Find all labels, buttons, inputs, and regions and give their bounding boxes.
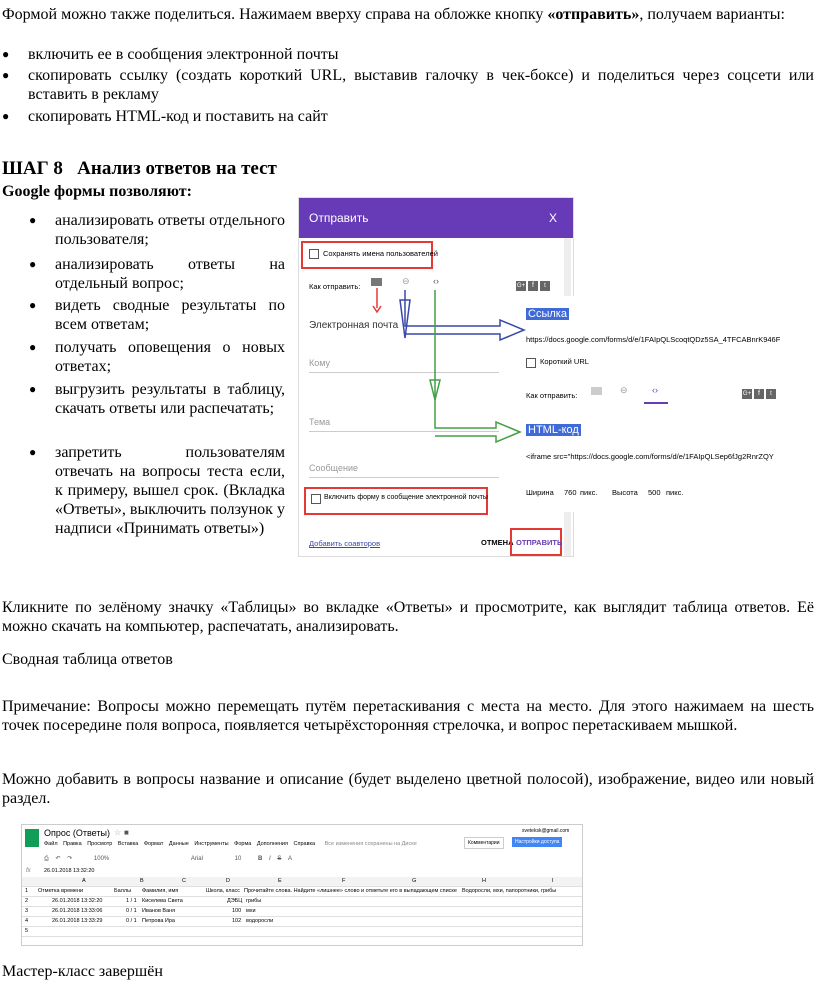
google-plus-icon[interactable]: G+	[742, 391, 752, 397]
step8-heading: ШАГ 8 Анализ ответов на тест	[2, 158, 277, 179]
bullet-text: запретить пользователям отвечать на вопросы теста если, к примеру, вышел срок. (Вкладка «Ответы», выключить ползунок у надписи «Принимать ответы»)	[55, 444, 285, 537]
twitter-icon[interactable]: t	[540, 281, 550, 291]
size-select[interactable]: 10	[234, 856, 242, 862]
bullet-icon: ●	[29, 298, 37, 312]
to-field[interactable]	[309, 358, 499, 373]
bullet-icon: ●	[29, 213, 37, 227]
height-label: Высота	[612, 488, 638, 497]
column-header[interactable]: G	[412, 878, 417, 884]
checkbox-icon[interactable]	[309, 249, 319, 259]
header-cell[interactable]: Водоросли, мхи, папоротники, грибы	[462, 888, 557, 894]
strike-icon[interactable]: S	[277, 856, 282, 862]
undo-icon[interactable]: ↶	[55, 856, 61, 862]
header-cell[interactable]: Прочитайте слова. Найдите «лишнее» слово и отметьте его в выпадающем списке	[244, 888, 457, 894]
cell[interactable]: 26.01.2018 13:32:20	[52, 898, 103, 904]
checkbox-icon[interactable]	[311, 494, 321, 504]
paragraph-tables: Кликните по зелёному значку «Таблицы» во вкладке «Ответы» и просмотрите, как выглядит таблица ответов. Её можно скачать на компьютер, распечатать, анализировать.	[2, 599, 814, 635]
cell[interactable]: мхи	[246, 908, 256, 914]
send-via-label: Как отправить:	[526, 391, 578, 400]
send-button[interactable]: ОТПРАВИТЬ	[516, 538, 563, 547]
fx-icon: fx	[26, 868, 31, 874]
step8-subheading	[2, 182, 192, 201]
step8-bullet-4	[29, 338, 285, 376]
save-names-label: Сохранять имена пользователей	[323, 249, 438, 258]
row-number[interactable]: 1	[25, 888, 29, 894]
subject-field[interactable]	[309, 417, 499, 432]
to-placeholder: Кому	[309, 358, 331, 368]
bullet-text: видеть сводные результаты по всем ответам;	[55, 297, 285, 333]
print-icon[interactable]: ⎙	[44, 856, 49, 862]
share-options-screenshot	[516, 296, 816, 512]
intro-text-end: , получаем варианты:	[639, 6, 785, 23]
add-collaborators-link[interactable]: Добавить соавторов	[309, 539, 381, 548]
message-field[interactable]	[309, 463, 499, 478]
menu-item[interactable]: Инструменты	[194, 841, 229, 847]
menu-item[interactable]: Правка	[63, 841, 82, 847]
step8-bullet-3	[29, 296, 285, 334]
bullet-text: анализировать ответы отдельного пользователя;	[55, 212, 285, 248]
checkbox-icon[interactable]	[526, 358, 536, 368]
width-input[interactable]: 760	[564, 488, 577, 497]
table-row	[22, 927, 582, 937]
toolbar	[44, 855, 579, 867]
dialog-title: Отправить	[309, 211, 369, 225]
google-plus-icon[interactable]: G+	[516, 283, 526, 289]
row-number[interactable]: 3	[25, 908, 29, 914]
bold-icon[interactable]: B	[257, 856, 263, 862]
cell[interactable]: ДЭБЦ	[227, 898, 243, 904]
column-header[interactable]: A	[82, 878, 86, 884]
step8-bullet-1	[29, 211, 285, 249]
column-header[interactable]: F	[342, 878, 346, 884]
menu-item[interactable]: Дополнения	[256, 841, 288, 847]
spreadsheet-screenshot	[22, 825, 582, 945]
comments-button[interactable]: Комментарии	[464, 837, 504, 849]
paragraph-note: Примечание: Вопросы можно перемещать путём перетаскивания с места на место. Для этого нажимаем на шесть точек посередине поля вопроса, появляется четырёхсторонняя стрелочка, и вопрос перетаскиваем мышкой.	[2, 698, 814, 734]
height-input[interactable]: 500	[648, 488, 661, 497]
text-color-icon[interactable]: A	[288, 856, 293, 862]
menu-item[interactable]: Просмотр	[87, 841, 113, 847]
width-label: Ширина	[526, 488, 554, 497]
menu-item[interactable]: Данные	[168, 841, 189, 847]
cell[interactable]: грибы	[246, 898, 262, 904]
menu-item[interactable]: Вставка	[117, 841, 139, 847]
header-cell[interactable]: Отметка времени	[38, 888, 84, 894]
link-label: Ссылка	[528, 308, 567, 320]
paragraph-add: Можно добавить в вопросы название и описание (будет выделено цветной полосой), изображение, видео или новый раздел.	[2, 771, 814, 807]
height-unit: пикс.	[666, 488, 684, 497]
menu-bar	[44, 841, 417, 847]
column-header[interactable]: B	[140, 878, 144, 884]
subheading-text: Google формы позволяют:	[2, 183, 192, 200]
row-number[interactable]: 4	[25, 918, 29, 924]
saved-status: Все изменения сохранены на Диске	[324, 841, 417, 847]
menu-item[interactable]: Справка	[293, 841, 316, 847]
column-header[interactable]: I	[552, 878, 554, 884]
email-icon[interactable]	[371, 278, 382, 286]
zoom-select[interactable]: 100%	[93, 856, 110, 862]
final-line: Мастер-класс завершён	[2, 963, 163, 980]
header-cell[interactable]: Баллы	[114, 888, 132, 894]
bullet-text: получать оповещения о новых ответах;	[55, 339, 285, 375]
table-row	[22, 907, 582, 917]
step8-bullet-2	[29, 255, 285, 293]
bullet-icon: ●	[2, 47, 10, 61]
link-icon[interactable]: ⊖	[620, 385, 628, 395]
cell[interactable]: 26.01.2018 13:33:29	[52, 918, 103, 924]
bullet-icon: ●	[29, 340, 37, 354]
row-number[interactable]: 5	[25, 928, 29, 934]
intro-text: Формой можно также поделиться. Нажимаем вверху справа на обложке кнопку	[2, 6, 548, 23]
header-cell[interactable]: Фамилия, имя	[142, 888, 179, 894]
header-cell[interactable]: Школа, класс	[206, 888, 241, 894]
menu-item[interactable]: Файл	[44, 841, 58, 847]
link-icon[interactable]: ⊖	[402, 276, 410, 286]
intro-bullet-1	[2, 45, 814, 64]
star-icon[interactable]: ☆	[114, 828, 122, 837]
formula-value[interactable]: 26.01.2018 13:32:20	[44, 868, 95, 874]
bullet-icon: ●	[29, 445, 37, 459]
html-code-label: HTML-код	[528, 424, 579, 436]
width-unit: пикс.	[580, 488, 598, 497]
cell[interactable]: 1 / 1	[126, 898, 137, 904]
font-select[interactable]: Arial	[190, 856, 203, 862]
paragraph-summary: Сводная таблица ответов	[2, 651, 173, 668]
cell[interactable]: 0 / 1	[126, 908, 137, 914]
column-header[interactable]: H	[482, 878, 486, 884]
redo-icon[interactable]: ↷	[67, 856, 73, 862]
message-placeholder: Сообщение	[309, 463, 358, 473]
user-email: sveteksk@gmail.com	[522, 828, 570, 834]
sheet-title: Опрос (Ответы)	[44, 828, 110, 838]
sheets-logo-icon[interactable]	[25, 829, 39, 847]
cell[interactable]: водоросли	[246, 918, 274, 924]
facebook-icon[interactable]: f	[754, 389, 764, 399]
bullet-text: включить ее в сообщения электронной почты	[28, 46, 339, 63]
twitter-icon[interactable]: t	[766, 389, 776, 399]
bullet-text: анализировать ответы на отдельный вопрос;	[55, 256, 285, 292]
cell[interactable]: 26.01.2018 13:33:06	[52, 908, 103, 914]
share-button[interactable]: Настройки доступа	[512, 837, 562, 847]
step8-bullet-5	[29, 380, 285, 418]
bullet-icon: ●	[29, 257, 37, 271]
intro-bold: «отправить»	[547, 6, 640, 23]
bullet-icon: ●	[2, 68, 10, 82]
iframe-code[interactable]: <iframe src="https://docs.google.com/forms/d/e/1FAIpQLSep6fJg2RnrZQY	[526, 452, 774, 461]
subject-placeholder: Тема	[309, 417, 331, 427]
bullet-text: скопировать ссылку (создать короткий URL, выставив галочку в чек-боксе) и поделиться через соцсети или вставить в рекламу	[28, 67, 814, 103]
cell[interactable]: Киселева Света	[142, 898, 183, 904]
intro-bullet-3	[2, 107, 814, 126]
email-title: Электронная почта	[309, 320, 399, 331]
send-via-label: Как отправить:	[309, 282, 361, 291]
bullet-text: выгрузить результаты в таблицу, скачать ответы или распечатать;	[55, 381, 285, 417]
column-header[interactable]: D	[226, 878, 230, 884]
code-icon[interactable]: ‹›	[433, 276, 439, 286]
bullet-text: скопировать HTML-код и поставить на сайт	[28, 108, 328, 125]
cell[interactable]: 100	[232, 908, 242, 914]
menu-item[interactable]: Формат	[143, 841, 164, 847]
row-number[interactable]: 2	[25, 898, 29, 904]
cell[interactable]: Петрова Ира	[142, 918, 175, 924]
table-row	[22, 917, 582, 927]
dialog-header	[299, 198, 573, 238]
include-form-highlight	[304, 487, 488, 515]
cancel-button[interactable]: ОТМЕНА	[481, 538, 514, 547]
email-icon[interactable]	[591, 387, 602, 395]
column-header-row	[22, 877, 582, 887]
folder-icon[interactable]: ■	[124, 828, 129, 837]
code-icon[interactable]: ‹›	[652, 385, 658, 395]
facebook-icon[interactable]: f	[528, 281, 538, 291]
close-icon[interactable]: X	[549, 211, 558, 225]
bullet-icon: ●	[29, 382, 37, 396]
active-tab-underline	[644, 402, 668, 404]
step8-bullet-6	[29, 443, 285, 538]
intro-bullet-2	[2, 66, 814, 104]
menu-item[interactable]: Форма	[234, 841, 252, 847]
short-url-label: Короткий URL	[540, 357, 589, 366]
cell[interactable]: Иванов Ваня	[142, 908, 176, 914]
table-row	[22, 897, 582, 907]
cell[interactable]: 102	[232, 918, 242, 924]
column-header[interactable]: E	[278, 878, 282, 884]
include-form-label: Включить форму в сообщение электронной почты	[324, 494, 488, 501]
link-url[interactable]: https://docs.google.com/forms/d/e/1FAIpQLScoqtQDz5SA_4TFCABnrK946F	[526, 335, 781, 344]
bullet-icon: ●	[2, 109, 10, 123]
column-header[interactable]: C	[182, 878, 186, 884]
italic-icon[interactable]: I	[268, 856, 271, 862]
intro-line	[2, 5, 814, 24]
cell[interactable]: 0 / 1	[126, 918, 137, 924]
table-row	[22, 887, 582, 897]
